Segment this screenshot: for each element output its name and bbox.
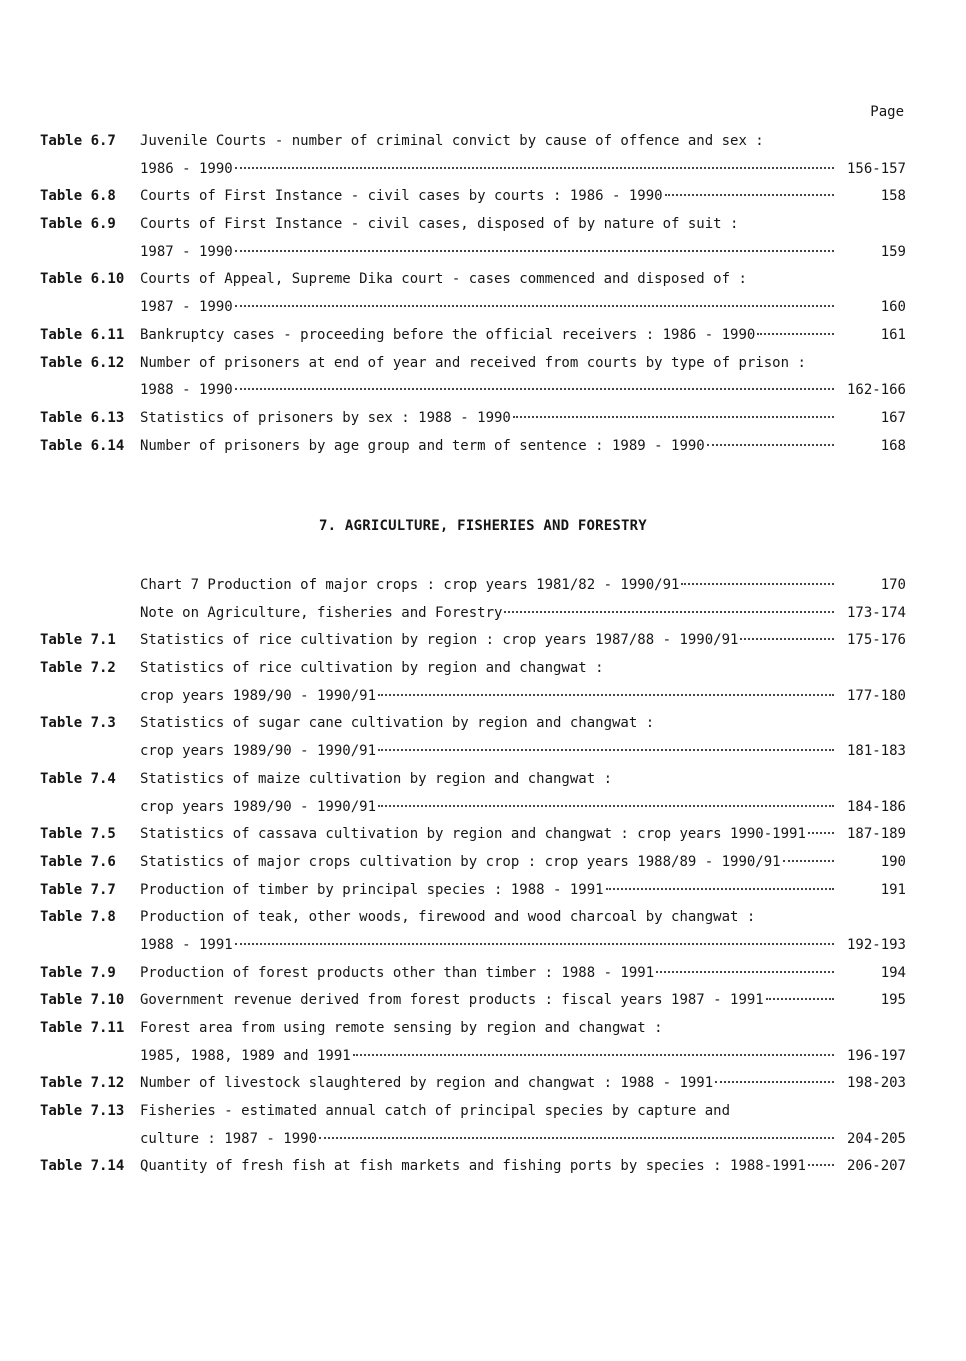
page-number: 156-157 xyxy=(846,160,906,177)
page-number: 190 xyxy=(880,853,906,870)
page-number: 191 xyxy=(880,881,906,898)
entry-line xyxy=(140,627,906,655)
toc-entry xyxy=(40,377,906,405)
page-number: 195 xyxy=(880,992,906,1009)
toc-entry xyxy=(40,266,906,294)
table-number: Table 7.14 xyxy=(40,1158,125,1175)
entry-line xyxy=(140,433,906,461)
entry-title: Courts of First Instance - civil cases, disposed of by nature of suit : xyxy=(140,216,739,233)
table-number: Table 7.5 xyxy=(40,826,116,843)
entry-line xyxy=(140,987,906,1015)
page-number: 194 xyxy=(880,964,906,981)
entry-line xyxy=(140,183,906,211)
page-number: 173-174 xyxy=(846,604,906,621)
table-number: Table 7.7 xyxy=(40,881,116,898)
dot-leader xyxy=(378,694,834,696)
entry-title: Government revenue derived from forest products : fiscal years 1987 - 1991 xyxy=(140,992,764,1009)
dot-leader xyxy=(808,1164,834,1166)
dot-leader xyxy=(757,333,834,335)
table-number: Table 7.4 xyxy=(40,770,116,787)
toc-entry xyxy=(40,405,906,433)
entry-title: Statistics of maize cultivation by region and changwat : xyxy=(140,770,613,787)
page-number: 177-180 xyxy=(846,687,906,704)
table-number: Table 6.12 xyxy=(40,354,125,371)
toc-entry xyxy=(40,960,906,988)
entry-title: Number of livestock slaughtered by region and changwat : 1988 - 1991 xyxy=(140,1075,714,1092)
toc-entry xyxy=(40,128,906,156)
entry-title: culture : 1987 - 1990 xyxy=(140,1130,318,1147)
entry-line xyxy=(140,128,906,156)
entry-title: Production of forest products other than timber : 1988 - 1991 xyxy=(140,964,655,981)
table-number: Table 7.8 xyxy=(40,909,116,926)
table-number: Table 7.9 xyxy=(40,964,116,981)
toc-entry xyxy=(40,877,906,905)
table-number: Table 7.2 xyxy=(40,660,116,677)
entry-line xyxy=(140,294,906,322)
dot-leader xyxy=(504,611,834,613)
dot-leader xyxy=(235,305,834,307)
page-number: 184-186 xyxy=(846,798,906,815)
page-number: 181-183 xyxy=(846,743,906,760)
table-number: Table 7.12 xyxy=(40,1075,125,1092)
entry-line xyxy=(140,1015,906,1043)
dot-leader xyxy=(715,1081,834,1083)
toc-entry xyxy=(40,904,906,932)
entry-title: Statistics of rice cultivation by region : crop years 1987/88 - 1990/91 xyxy=(140,632,739,649)
page-column-header: Page xyxy=(870,104,904,120)
toc-entry xyxy=(40,1126,906,1154)
entry-line xyxy=(140,322,906,350)
page-number: 192-193 xyxy=(846,936,906,953)
toc-entry xyxy=(40,766,906,794)
entry-title: 1987 - 1990 xyxy=(140,243,233,260)
entry-title: 1985, 1988, 1989 and 1991 xyxy=(140,1047,351,1064)
page-number: 167 xyxy=(880,409,906,426)
entry-line xyxy=(140,156,906,184)
entry-title: Bankruptcy cases - proceeding before the official receivers : 1986 - 1990 xyxy=(140,326,756,343)
dot-leader xyxy=(606,888,834,890)
entry-title: 1986 - 1990 xyxy=(140,160,233,177)
toc-entry xyxy=(40,794,906,822)
dot-leader xyxy=(319,1137,834,1139)
dot-leader xyxy=(235,250,834,252)
table-number: Table 7.10 xyxy=(40,992,125,1009)
page-number: 158 xyxy=(880,188,906,205)
dot-leader xyxy=(808,832,834,834)
entry-line xyxy=(140,738,906,766)
dot-leader xyxy=(707,444,834,446)
table-number: Table 6.13 xyxy=(40,409,125,426)
dot-leader xyxy=(235,388,834,390)
toc-entry xyxy=(40,710,906,738)
entry-line xyxy=(140,710,906,738)
entry-line xyxy=(140,1126,906,1154)
toc-entry xyxy=(40,627,906,655)
table-number: Table 7.11 xyxy=(40,1020,125,1036)
page-number: 161 xyxy=(880,326,906,343)
page-number: 159 xyxy=(880,243,906,260)
entry-title: Statistics of major crops cultivation by crop : crop years 1988/89 - 1990/91 xyxy=(140,853,781,870)
table-number: Table 6.14 xyxy=(40,437,125,454)
entry-line xyxy=(140,377,906,405)
entry-line xyxy=(140,655,906,683)
entry-line xyxy=(140,239,906,267)
table-number: Table 6.8 xyxy=(40,188,116,205)
dot-leader xyxy=(681,583,834,585)
entry-title: Fisheries - estimated annual catch of principal species by capture and xyxy=(140,1103,731,1120)
page-number: 160 xyxy=(880,299,906,316)
page-number: 196-197 xyxy=(846,1047,906,1064)
toc-entry xyxy=(40,1070,906,1098)
entry-title: Quantity of fresh fish at fish markets and fishing ports by species : 1988-1991 xyxy=(140,1158,806,1175)
entry-title: 1987 - 1990 xyxy=(140,299,233,316)
entry-line xyxy=(140,766,906,794)
dot-leader xyxy=(740,638,834,640)
entry-line xyxy=(140,1070,906,1098)
entry-line xyxy=(140,1153,906,1181)
table-number: Table 7.3 xyxy=(40,715,116,732)
page-number: 168 xyxy=(880,437,906,454)
table-number: Table 6.11 xyxy=(40,326,125,343)
page-number: 162-166 xyxy=(846,382,906,399)
entry-title: crop years 1989/90 - 1990/91 xyxy=(140,798,377,815)
dot-leader xyxy=(378,749,834,751)
dot-leader xyxy=(235,943,834,945)
entry-line xyxy=(140,683,906,711)
entry-line xyxy=(140,211,906,239)
entry-title: Courts of Appeal, Supreme Dika court - cases commenced and disposed of : xyxy=(140,271,747,288)
entry-line xyxy=(140,266,906,294)
toc-entry xyxy=(40,849,906,877)
toc-entry xyxy=(40,350,906,378)
entry-title: crop years 1989/90 - 1990/91 xyxy=(140,687,377,704)
entry-line xyxy=(140,877,906,905)
entry-title: 1988 - 1991 xyxy=(140,936,233,953)
toc-entry xyxy=(40,572,906,600)
page-number: 198-203 xyxy=(846,1075,906,1092)
entry-line xyxy=(140,600,906,628)
toc-entry xyxy=(40,1015,906,1043)
entry-line xyxy=(140,1098,906,1126)
page-number: 187-189 xyxy=(846,826,906,843)
toc-entry xyxy=(40,433,906,461)
toc-entry xyxy=(40,738,906,766)
entry-title: Production of timber by principal species : 1988 - 1991 xyxy=(140,881,604,898)
toc-entry xyxy=(40,239,906,267)
toc-entry xyxy=(40,211,906,239)
entry-line xyxy=(140,405,906,433)
section-7-list xyxy=(40,572,906,1181)
entry-line xyxy=(140,960,906,988)
table-number: Table 6.10 xyxy=(40,271,125,288)
entry-line xyxy=(140,904,906,932)
entry-title: Production of teak, other woods, firewood and wood charcoal by changwat : xyxy=(140,909,756,926)
entry-title: Statistics of cassava cultivation by region and changwat : crop years 1990-1991 xyxy=(140,826,806,843)
toc-entry xyxy=(40,655,906,683)
page-number: 170 xyxy=(880,577,906,593)
table-number: Table 7.6 xyxy=(40,853,116,870)
table-number: Table 7.13 xyxy=(40,1103,125,1120)
dot-leader xyxy=(766,998,834,1000)
dot-leader xyxy=(353,1054,834,1056)
entry-title: crop years 1989/90 - 1990/91 xyxy=(140,743,377,760)
toc-entry xyxy=(40,987,906,1015)
toc-entry xyxy=(40,322,906,350)
table-number: Table 6.9 xyxy=(40,216,116,233)
entry-title: Courts of First Instance - civil cases by courts : 1986 - 1990 xyxy=(140,188,663,205)
toc-entry xyxy=(40,1153,906,1181)
section-6-list xyxy=(40,128,906,460)
page-number: 175-176 xyxy=(846,632,906,649)
page-number: 204-205 xyxy=(846,1130,906,1147)
entry-title: Juvenile Courts - number of criminal convict by cause of offence and sex : xyxy=(140,133,764,149)
toc-entry xyxy=(40,600,906,628)
toc-entry xyxy=(40,156,906,184)
entry-title: Statistics of prisoners by sex : 1988 - 1990 xyxy=(140,409,511,426)
entry-line xyxy=(140,572,906,600)
entry-line xyxy=(140,849,906,877)
dot-leader xyxy=(235,167,834,169)
entry-title: Chart 7 Production of major crops : crop years 1981/82 - 1990/91 xyxy=(140,577,680,593)
entry-line xyxy=(140,932,906,960)
entry-title: Note on Agriculture, fisheries and Forestry xyxy=(140,604,503,621)
table-number: Table 6.7 xyxy=(40,133,116,149)
toc-entry xyxy=(40,1098,906,1126)
toc-entry xyxy=(40,294,906,322)
table-number: Table 7.1 xyxy=(40,632,116,649)
toc-entry xyxy=(40,183,906,211)
entry-title: Statistics of rice cultivation by region and changwat : xyxy=(140,660,604,677)
toc-entry xyxy=(40,1043,906,1071)
entry-line xyxy=(140,794,906,822)
entry-line xyxy=(140,350,906,378)
entry-title: 1988 - 1990 xyxy=(140,382,233,399)
dot-leader xyxy=(665,194,834,196)
section-7-title: 7. AGRICULTURE, FISHERIES AND FORESTRY xyxy=(319,518,647,534)
dot-leader xyxy=(378,805,834,807)
dot-leader xyxy=(656,971,834,973)
dot-leader xyxy=(783,860,834,862)
toc-entry xyxy=(40,821,906,849)
entry-title: Number of prisoners by age group and term of sentence : 1989 - 1990 xyxy=(140,437,705,454)
entry-line xyxy=(140,821,906,849)
toc-entry xyxy=(40,932,906,960)
entry-title: Forest area from using remote sensing by region and changwat : xyxy=(140,1020,663,1036)
entry-title: Statistics of sugar cane cultivation by region and changwat : xyxy=(140,715,655,732)
toc-entry xyxy=(40,683,906,711)
page-number: 206-207 xyxy=(846,1158,906,1175)
entry-line xyxy=(140,1043,906,1071)
entry-title: Number of prisoners at end of year and received from courts by type of prison : xyxy=(140,354,806,371)
dot-leader xyxy=(513,416,834,418)
